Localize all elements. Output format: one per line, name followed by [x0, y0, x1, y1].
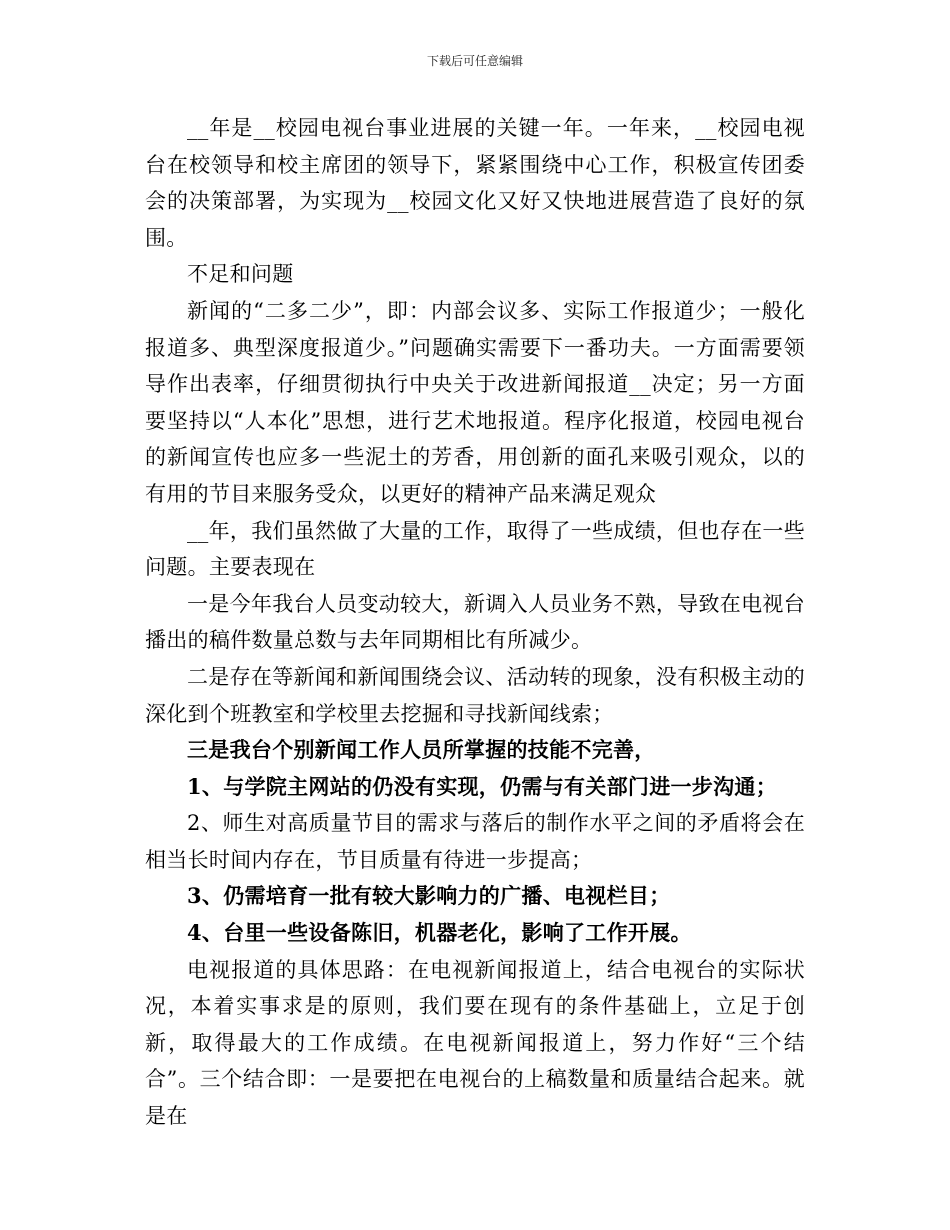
paragraph-8: 1、与学院主网站的仍没有实现，仍需与有关部门进一步沟通；: [187, 773, 778, 799]
document-body: [145, 110, 805, 1135]
paragraph-4: __年，我们虽然做了大量的工作，取得了一些成绩，但也存在一些问题。主要表现在: [145, 518, 805, 580]
paragraph-12: 电视报道的具体思路：在电视新闻报道上，结合电视台的实际状况，本着实事求是的原则，我们要在现有的条件基础上，立足于创新，取得最大的工作成绩。在电视新闻报道上，努力作好“三个结合”。三个结合即：一是要把在电视台的上稿数量和质量结合起来。就是在: [145, 957, 805, 1129]
page-header: 下载后可任意编辑: [426, 54, 523, 68]
paragraph-6: 二是存在等新闻和新闻围绕会议、活动转的现象，没有积极主动的深化到个班教室和学校里去挖掘和寻找新闻线索；: [145, 664, 805, 726]
paragraph-11: 4、台里一些设备陈旧，机器老化，影响了工作开展。: [187, 920, 692, 946]
paragraph-7: 三是我台个别新闻工作人员所掌握的技能不完善，: [187, 737, 656, 763]
paragraph-1: __年是__校园电视台事业进展的关键一年。一年来，__校园电视台在校领导和校主席团的领导下，紧紧围绕中心工作，积极宣传团委会的决策部署，为实现为__校园文化又好又快地进展营造了良好的氛围。: [145, 116, 805, 250]
paragraph-9: 2、师生对高质量节目的需求与落后的制作水平之间的矛盾将会在相当长时间内存在，节目质量有待进一步提高；: [145, 811, 805, 872]
paragraph-5: 一是今年我台人员变动较大，新调入人员业务不熟，导致在电视台播出的稿件数量总数与去年同期相比有所减少。: [145, 591, 805, 653]
paragraph-heading-problems: 不足和问题: [187, 262, 294, 287]
paragraph-10: 3、仍需培育一批有较大影响力的广播、电视栏目；: [187, 883, 671, 909]
paragraph-3: 新闻的“二多二少”，即：内部会议多、实际工作报道少；一般化报道多、典型深度报道少。”问题确实需要下一番功夫。一方面需要领导作出表率，仔细贯彻执行中央关于改进新闻报道__决定；另一方面要坚持以“人本化”思想，进行艺术地报道。程序化报道，校园电视台的新闻宣传也应多一些泥土的芳香，用创新的面孔来吸引观众，以的有用的节目来服务受众，以更好的精神产品来满足观众: [145, 298, 805, 506]
